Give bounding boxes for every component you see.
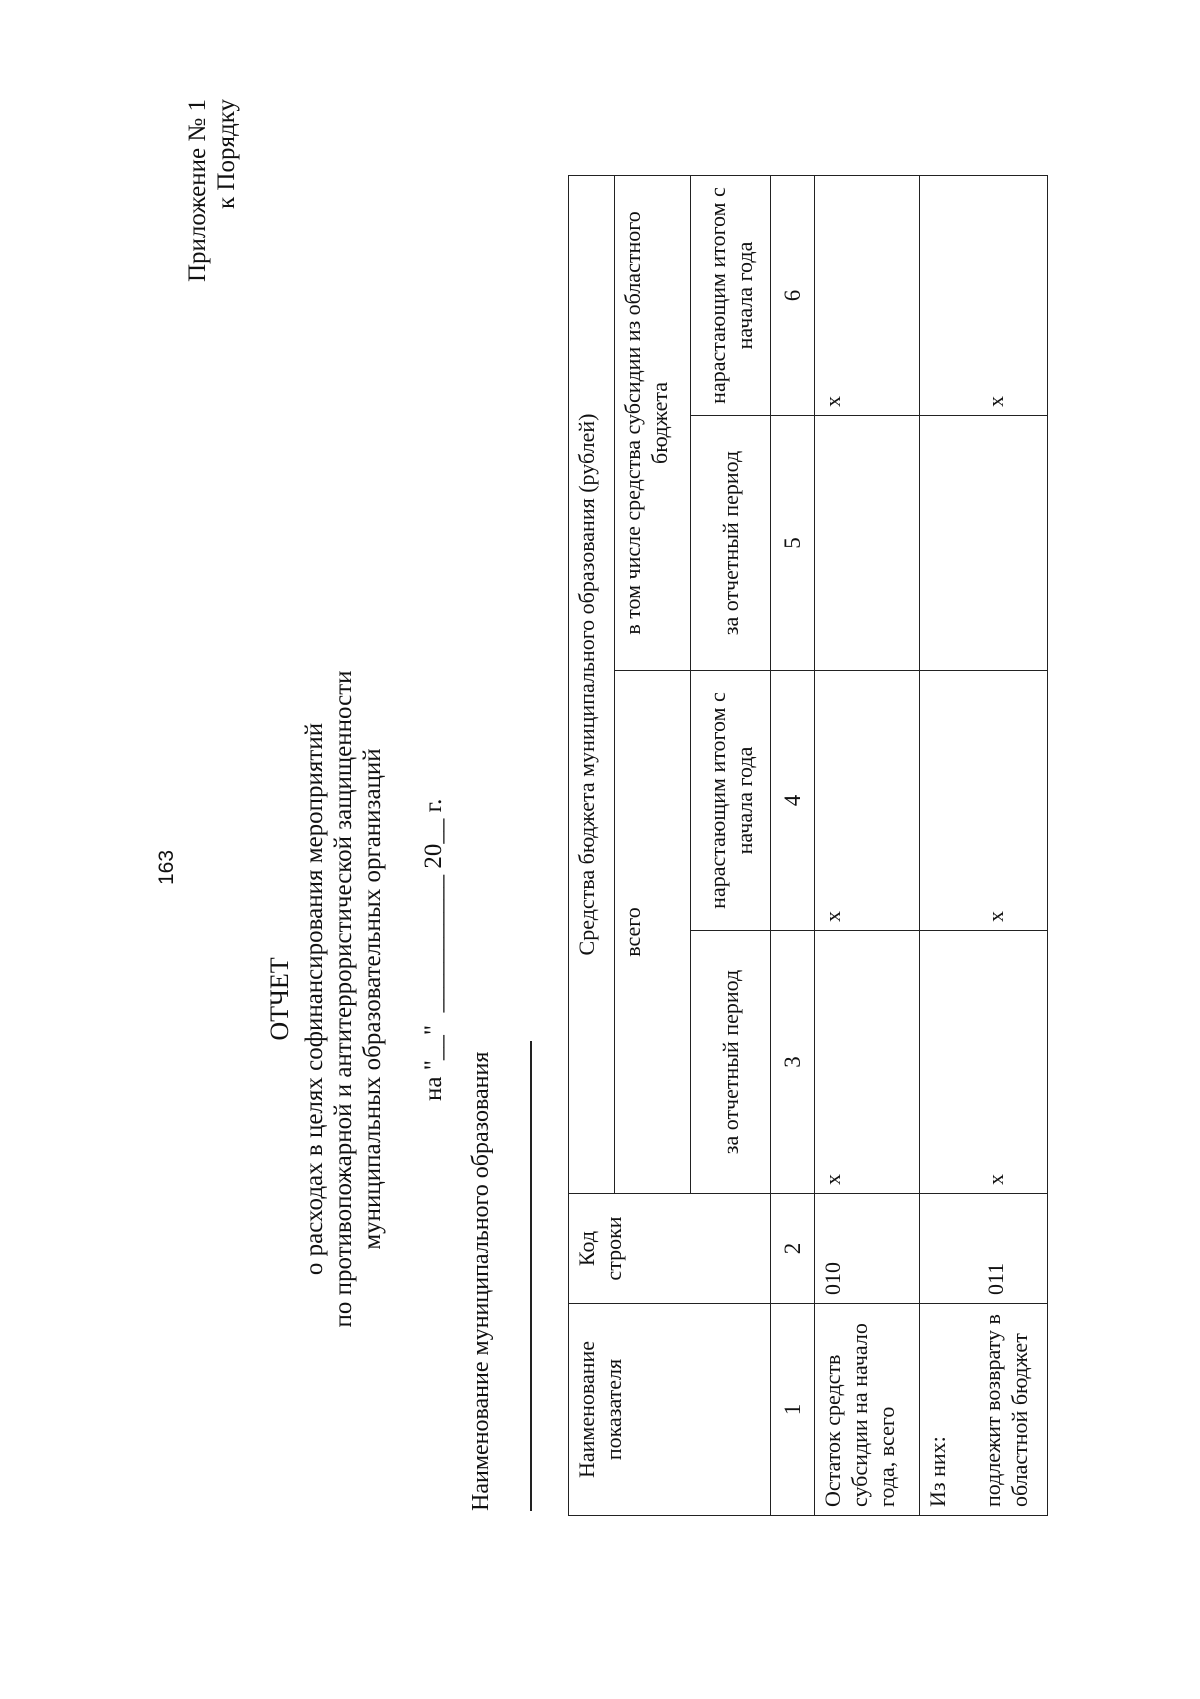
report-title-line-3: муниципальных образовательных организаций (359, 748, 386, 1250)
report-date-line: на "__" ___________ 20__ г. (420, 798, 447, 1101)
appendix-line-1: Приложение № 1 (184, 99, 211, 283)
row-name-cell (920, 1304, 1048, 1516)
cell-cumulative-regional: x (815, 175, 920, 415)
report-table (568, 175, 1048, 1516)
report-title-line-1: о расходах в целях софинансирования мероприятий (301, 722, 328, 1276)
cell-period-regional (815, 416, 920, 671)
cell-period-total: x (815, 931, 920, 1194)
header-period-total: за отчетный период (691, 931, 771, 1194)
row-name: Остаток средств субсидии на начало года, всего (815, 1304, 920, 1516)
column-number: 1 (771, 1304, 815, 1516)
appendix-line-2: к Порядку (213, 99, 240, 209)
row-name-prefix: Из них: (925, 1436, 950, 1507)
header-budget-group: Средства бюджета муниципального образования (рублей) (569, 175, 615, 1193)
header-indicator: Наименование показателя (569, 1304, 771, 1516)
column-number: 2 (771, 1194, 815, 1304)
municipality-underline (530, 1041, 532, 1511)
column-number-row (771, 175, 815, 1515)
report-title-main: ОТЧЕТ (265, 957, 294, 1041)
header-period-regional: за отчетный период (691, 416, 771, 671)
header-code: Код строки (569, 1194, 771, 1304)
column-number: 5 (771, 416, 815, 671)
cell-cumulative-regional: x (920, 175, 1048, 415)
cell-cumulative-total: x (920, 671, 1048, 931)
column-number: 3 (771, 931, 815, 1194)
row-code: 010 (815, 1194, 920, 1304)
header-total: всего (615, 671, 691, 1194)
page-number: 163 (155, 849, 178, 885)
table-header-row-1 (569, 175, 615, 1515)
municipality-label: Наименование муниципального образования (468, 1051, 494, 1511)
row-name: подлежит возврату в областной бюджет (980, 1314, 1032, 1507)
table-row (920, 175, 1048, 1515)
report-title (265, 599, 387, 1399)
column-number: 4 (771, 671, 815, 931)
appendix-label (183, 99, 241, 399)
cell-period-regional (920, 416, 1048, 671)
header-regional-subsidy: в том числе средства субсидии из областного бюджета (615, 175, 691, 670)
column-number: 6 (771, 175, 815, 415)
report-title-line-2: по противопожарной и антитеррористической защищенности (330, 670, 357, 1328)
cell-cumulative-total: x (815, 671, 920, 931)
row-code: 011 (920, 1194, 1048, 1304)
header-cumulative-total: нарастающим итогом с начала года (691, 671, 771, 931)
header-cumulative-regional: нарастающим итогом с начала года (691, 175, 771, 415)
cell-period-total: x (920, 931, 1048, 1194)
table-row (815, 175, 920, 1515)
